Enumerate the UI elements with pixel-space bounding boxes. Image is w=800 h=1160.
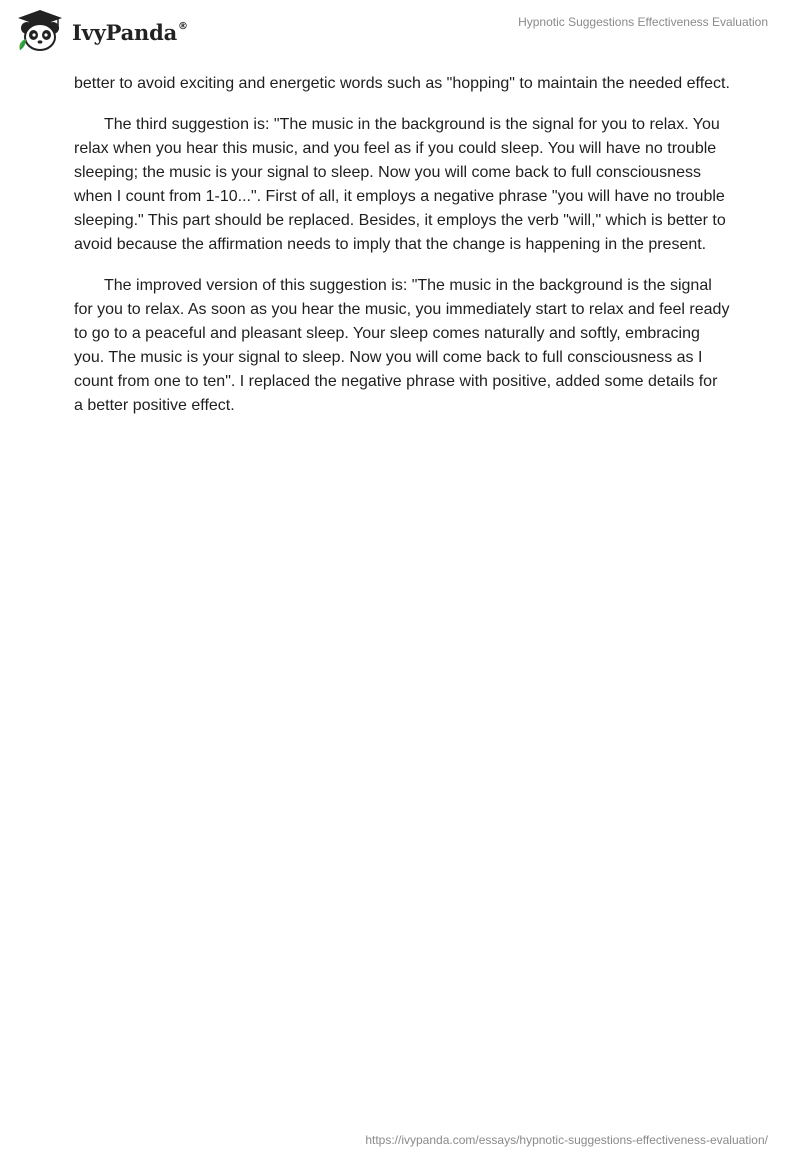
paragraph-improved-version: The improved version of this suggestion is: "The music in the background is the signal for you to relax. As soon as you hear the music, you immediately start to relax and feel ready to go to a peaceful and pleasant sleep. Your sleep comes naturally and softly, embracing you. The music is your signal to sleep. Now you will come back to full consciousness as I count from one to ten". I replaced the negative phrase with positive, added some details for a better positive effect.	[74, 277, 730, 414]
brand-name: IvyPanda®	[72, 19, 188, 45]
ivypanda-logo[interactable]	[14, 8, 188, 52]
panda-graduate-icon	[14, 8, 66, 52]
paragraph-continuation: better to avoid exciting and energetic words such as "hopping" to maintain the needed effect.	[74, 75, 730, 92]
page-header	[0, 0, 800, 70]
source-url[interactable]: https://ivypanda.com/essays/hypnotic-suggestions-effectiveness-evaluation/	[365, 1133, 768, 1147]
paragraph-third-suggestion: The third suggestion is: "The music in the background is the signal for you to relax. You relax when you hear this music, and you feel as if you could sleep. You will have no trouble sleeping; the music is your signal to sleep. Now you will come back to full consciousness when I count from 1-10...". First of all, it employs a negative phrase "you will have no trouble sleeping." This part should be replaced. Besides, it employs the verb "will," which is better to avoid because the affirmation needs to imply that the change is happening in the present.	[74, 116, 726, 253]
essay-body	[74, 72, 730, 435]
registered-mark: ®	[178, 20, 188, 32]
document-title: Hypnotic Suggestions Effectiveness Evaluation	[518, 15, 768, 29]
